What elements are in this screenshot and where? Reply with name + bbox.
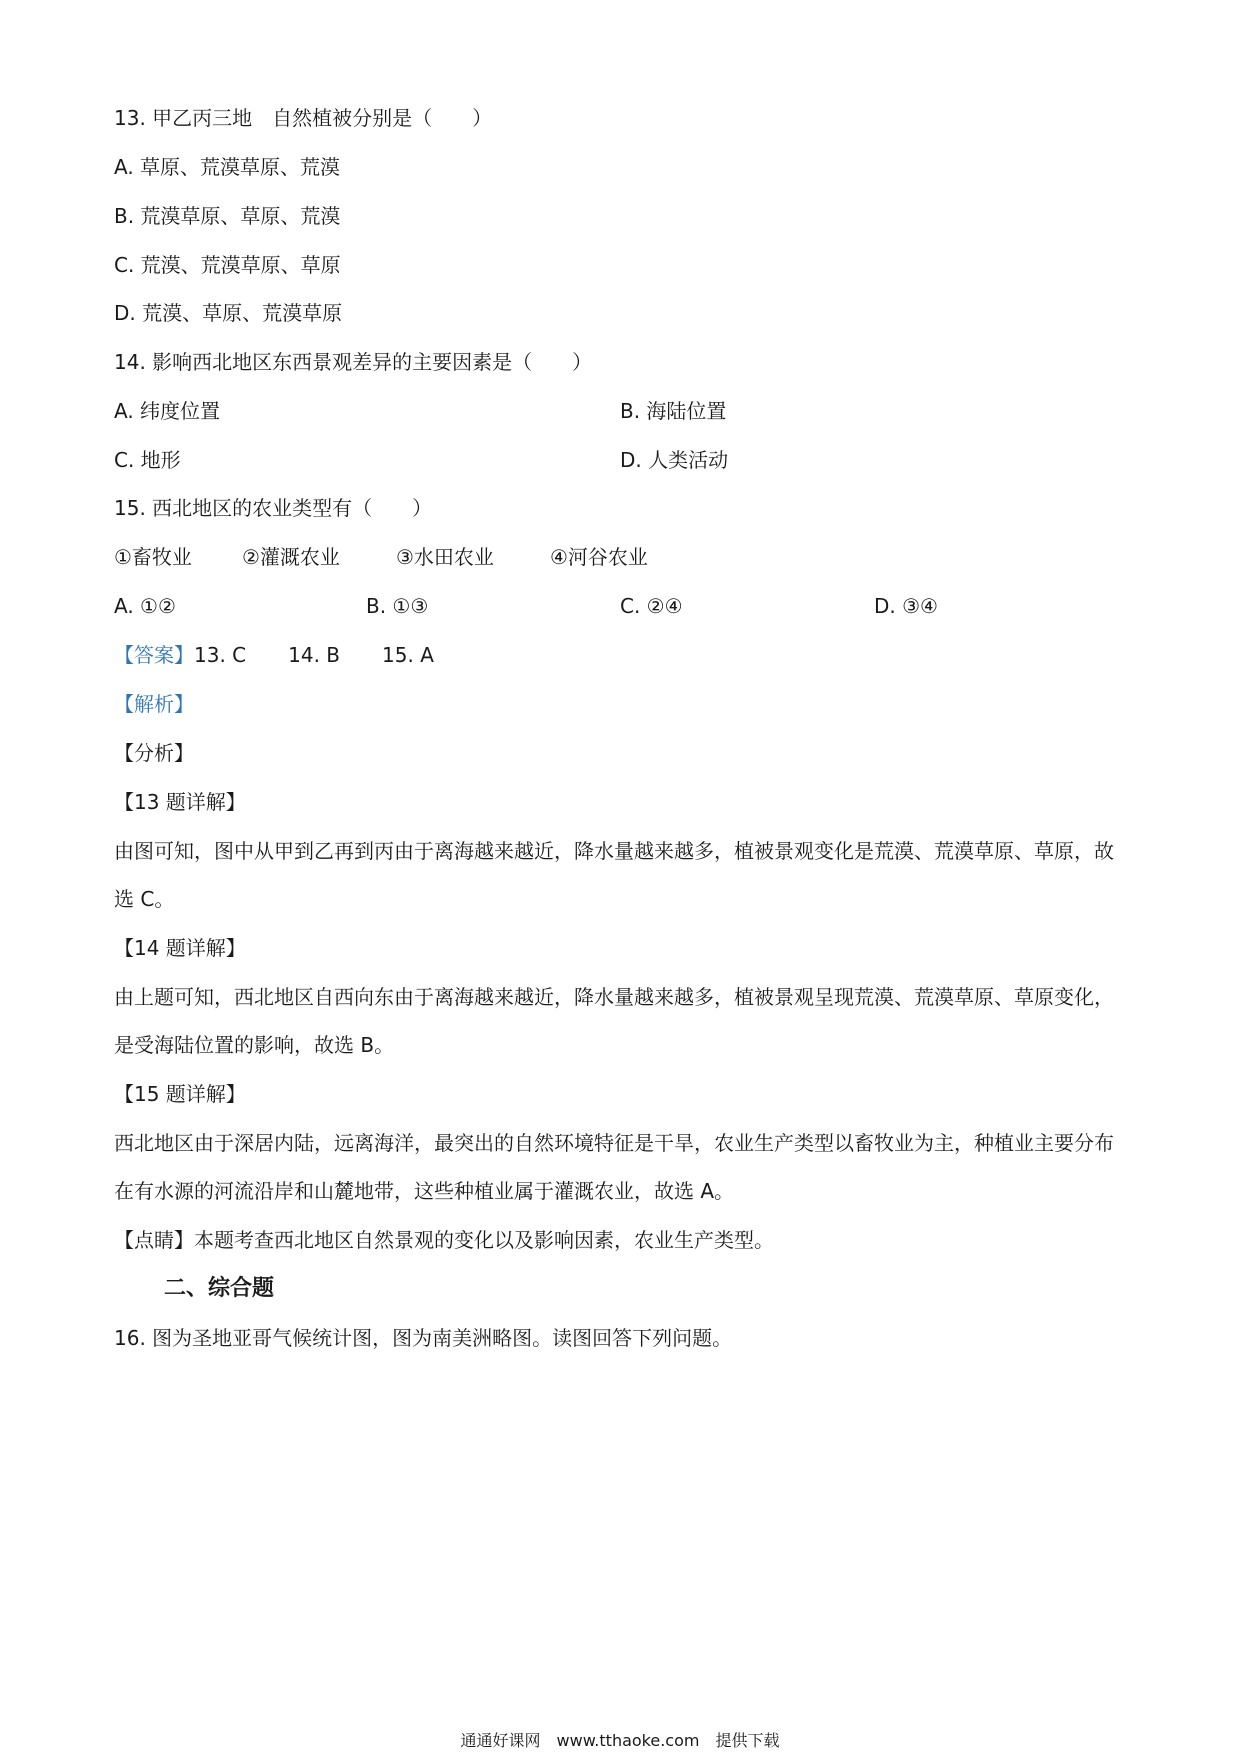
q15-item-4: ④河谷农业 [550, 545, 648, 569]
q15-option-d: D. ③④ [874, 594, 938, 618]
answer-13: 13. C [194, 643, 247, 667]
footer-text: 通通好课网 www.tthaoke.com 提供下载 [460, 1731, 780, 1750]
d13-text: 由图可知，图中从甲到乙再到丙由于离海越来越近，降水量越来越多，植被景观变化是荒漠、荒漠草原、草原，故选 C。 [114, 839, 1114, 911]
q13-option-d: D. 荒漠、草原、荒漠草原 [114, 301, 343, 325]
q15-option-c: C. ②④ [620, 594, 683, 618]
d15-text: 西北地区由于深居内陆，远离海洋，最突出的自然环境特征是干旱，农业生产类型以畜牧业为主，种植业主要分布在有水源的河流沿岸和山麓地带，这些种植业属于灌溉农业，故选 A。 [114, 1131, 1114, 1203]
q14-option-b: B. 海陆位置 [620, 399, 727, 423]
q15-option-a: A. ①② [114, 594, 176, 618]
q15-item-3: ③水田农业 [396, 545, 494, 569]
section-heading: 二、综合题 [164, 1276, 275, 1301]
d13-title: 【13 题详解】 [114, 790, 246, 814]
answer-label: 【答案】 [114, 643, 194, 667]
q15-option-b: B. ①③ [366, 594, 429, 618]
q13-option-b: B. 荒漠草原、草原、荒漠 [114, 204, 341, 228]
q14-stem: 14. 影响西北地区东西景观差异的主要因素是（ ） [114, 350, 593, 374]
q13-option-c: C. 荒漠、荒漠草原、草原 [114, 253, 341, 277]
answer-15: 15. A [382, 643, 434, 667]
q14-option-d: D. 人类活动 [620, 448, 729, 472]
q15-item-2: ②灌溉农业 [242, 545, 340, 569]
q13-stem: 13. 甲乙丙三地 自然植被分别是（ ） [114, 106, 493, 130]
q14-option-c: C. 地形 [114, 448, 181, 472]
analysis-label: 【解析】 [114, 692, 194, 716]
q15-stem: 15. 西北地区的农业类型有（ ） [114, 496, 433, 520]
d14-title: 【14 题详解】 [114, 936, 246, 960]
q16-stem: 16. 图为圣地亚哥气候统计图，图为南美洲略图。读图回答下列问题。 [114, 1326, 733, 1350]
dianjing-note: 【点睛】本题考查西北地区自然景观的变化以及影响因素，农业生产类型。 [114, 1228, 774, 1252]
q14-option-a: A. 纬度位置 [114, 399, 221, 423]
answer-line [114, 641, 434, 669]
answer-14: 14. B [288, 643, 341, 667]
fenxi-label: 【分析】 [114, 741, 194, 765]
q13-option-a: A. 草原、荒漠草原、荒漠 [114, 155, 341, 179]
d15-title: 【15 题详解】 [114, 1082, 246, 1106]
q15-item-1: ①畜牧业 [114, 545, 192, 569]
d14-text: 由上题可知，西北地区自西向东由于离海越来越近，降水量越来越多，植被景观呈现荒漠、荒漠草原、草原变化，是受海陆位置的影响，故选 B。 [114, 985, 1114, 1057]
